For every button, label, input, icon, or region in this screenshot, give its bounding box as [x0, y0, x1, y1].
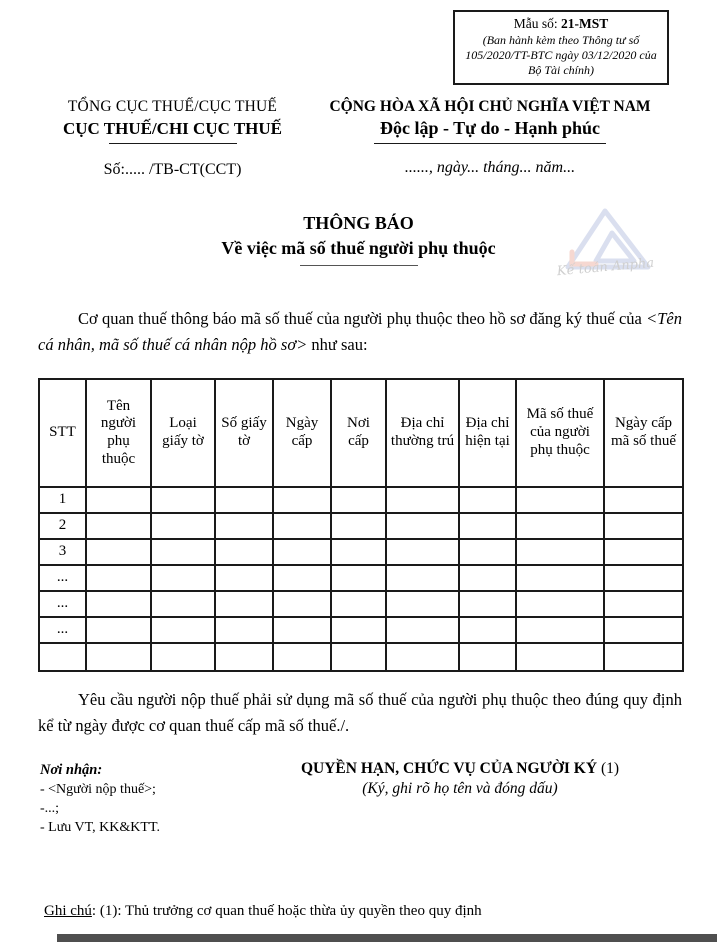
table-cell: [151, 591, 215, 617]
table-cell: [386, 617, 459, 643]
signer-title-text: QUYỀN HẠN, CHỨC VỤ CỦA NGƯỜI KÝ: [300, 760, 598, 777]
footnote: [44, 903, 482, 920]
table-header-cell: Tên người phụ thuộc: [86, 379, 151, 487]
table-cell: [331, 565, 386, 591]
issuing-agency-block: [40, 98, 305, 179]
table-cell: [273, 565, 331, 591]
table-cell: [516, 643, 604, 671]
table-header-cell: STT: [39, 379, 86, 487]
recipients-title: Nơi nhận:: [40, 762, 103, 778]
table-cell: [331, 591, 386, 617]
footnote-text: : (1): Thủ trưởng cơ quan thuế hoặc thừa ủy quyền theo quy định: [91, 903, 482, 919]
table-cell: [215, 513, 273, 539]
table-cell: ...: [39, 591, 86, 617]
table-row: [39, 513, 683, 539]
country-name: CỘNG HÒA XÃ HỘI CHỦ NGHĨA VIỆT NAM: [329, 98, 651, 115]
title-divider: [300, 265, 418, 266]
signer-title-note: (1): [600, 760, 620, 777]
table-cell: [151, 565, 215, 591]
table-cell: [151, 539, 215, 565]
table-cell: ...: [39, 565, 86, 591]
table-header-cell: Ngày cấp mã số thuế: [604, 379, 683, 487]
table-cell: [386, 591, 459, 617]
table-cell: [86, 565, 151, 591]
watermark-text: Kế toán Anpha: [556, 255, 655, 280]
table-row: [39, 617, 683, 643]
table-cell: [516, 539, 604, 565]
table-cell: [215, 591, 273, 617]
recipient-item: - <Người nộp thuế>;: [40, 782, 156, 797]
table-header-cell: Địa chỉ hiện tại: [459, 379, 516, 487]
table-cell: [459, 565, 516, 591]
table-cell: [604, 643, 683, 671]
table-cell: [386, 643, 459, 671]
agency-name: CỤC THUẾ/CHI CỤC THUẾ: [63, 119, 282, 138]
intro-text-after: như sau:: [307, 335, 368, 354]
table-cell: [459, 617, 516, 643]
table-row: [39, 539, 683, 565]
table-cell: [273, 513, 331, 539]
table-cell: [215, 643, 273, 671]
form-issuance-note: (Ban hành kèm theo Thông tư số 105/2020/TT-BTC ngày 03/12/2020 của Bộ Tài chính): [465, 33, 657, 77]
document-subtitle: Về việc mã số thuế người phụ thuộc: [221, 238, 496, 258]
table-cell: ...: [39, 617, 86, 643]
dependents-table: [38, 378, 684, 672]
form-number-label: Mẫu số:: [513, 16, 558, 31]
table-cell: [273, 643, 331, 671]
table-header-cell: Mã số thuế của người phụ thuộc: [516, 379, 604, 487]
table-row: [39, 591, 683, 617]
signer-title: [250, 760, 670, 778]
table-cell: [386, 539, 459, 565]
table-cell: [215, 617, 273, 643]
table-cell: [331, 487, 386, 513]
table-cell: [151, 617, 215, 643]
table-header-cell: Ngày cấp: [273, 379, 331, 487]
table-cell: [273, 591, 331, 617]
table-cell: [39, 643, 86, 671]
table-cell: [215, 539, 273, 565]
table-cell: [86, 539, 151, 565]
recipients-block: [40, 762, 280, 836]
footnote-label: Ghi chú: [44, 903, 92, 919]
table-cell: [273, 617, 331, 643]
table-cell: [215, 487, 273, 513]
recipient-item: -...;: [40, 801, 60, 816]
table-cell: [459, 539, 516, 565]
table-cell: [331, 617, 386, 643]
table-cell: [459, 487, 516, 513]
national-motto: Độc lập - Tự do - Hạnh phúc: [379, 118, 601, 138]
table-cell: [459, 513, 516, 539]
recipient-item: - Lưu VT, KK&KTT.: [40, 820, 160, 835]
table-header-cell: Loại giấy tờ: [151, 379, 215, 487]
table-cell: [604, 513, 683, 539]
table-cell: [459, 591, 516, 617]
table-cell: [273, 539, 331, 565]
table-cell: [516, 513, 604, 539]
signature-instruction: (Ký, ghi rõ họ tên và đóng dấu): [362, 780, 558, 797]
table-header-row: [39, 379, 683, 487]
table-cell: [516, 487, 604, 513]
agency-parent-name: TỔNG CỤC THUẾ/CỤC THUẾ: [67, 98, 278, 115]
document-title-block: [0, 213, 717, 266]
intro-placeholder: <Tên cá nhân, mã số thuế cá nhân nộp hồ sơ>: [38, 309, 682, 354]
table-cell: [604, 591, 683, 617]
table-cell: [386, 487, 459, 513]
table-cell: [215, 565, 273, 591]
table-row: [39, 565, 683, 591]
table-cell: [151, 513, 215, 539]
table-cell: [331, 643, 386, 671]
national-motto-block: [300, 98, 680, 177]
table-cell: [151, 487, 215, 513]
table-cell: [386, 565, 459, 591]
form-number-value: 21-MST: [561, 16, 609, 31]
table-cell: 2: [39, 513, 86, 539]
table-header-cell: Nơi cấp: [331, 379, 386, 487]
document-number-line: Số:..... /TB-CT(CCT): [103, 161, 242, 178]
table-cell: 3: [39, 539, 86, 565]
agency-divider: [109, 143, 237, 144]
table-cell: [516, 591, 604, 617]
table-cell: [604, 539, 683, 565]
signature-block: [250, 760, 670, 798]
table-cell: [86, 643, 151, 671]
table-row: [39, 487, 683, 513]
table-cell: [604, 617, 683, 643]
table-cell: [604, 565, 683, 591]
table-cell: [86, 513, 151, 539]
bottom-edge-bar: [57, 934, 717, 942]
date-placeholder-line: ......, ngày... tháng... năm...: [404, 159, 576, 176]
document-title: THÔNG BÁO: [303, 213, 414, 233]
motto-divider: [374, 143, 606, 144]
intro-paragraph: [38, 306, 682, 358]
table-cell: [459, 643, 516, 671]
table-cell: [386, 513, 459, 539]
closing-paragraph: Yêu cầu người nộp thuế phải sử dụng mã số thuế của người phụ thuộc theo đúng quy định kể từ ngày được cơ quan thuế cấp mã số thuế./.: [38, 690, 682, 735]
table-cell: [516, 565, 604, 591]
table-cell: [86, 591, 151, 617]
table-row: [39, 643, 683, 671]
table-cell: [604, 487, 683, 513]
table-header-cell: Số giấy tờ: [215, 379, 273, 487]
form-number-box: [453, 10, 669, 85]
intro-text-before: Cơ quan thuế thông báo mã số thuế của người phụ thuộc theo hồ sơ đăng ký thuế của: [78, 309, 647, 328]
table-cell: [151, 643, 215, 671]
form-number-line: [455, 16, 667, 32]
table-cell: [273, 487, 331, 513]
table-cell: [86, 487, 151, 513]
table-cell: [331, 513, 386, 539]
table-cell: 1: [39, 487, 86, 513]
table-cell: [516, 617, 604, 643]
table-cell: [86, 617, 151, 643]
table-cell: [331, 539, 386, 565]
table-header-cell: Địa chỉ thường trú: [386, 379, 459, 487]
